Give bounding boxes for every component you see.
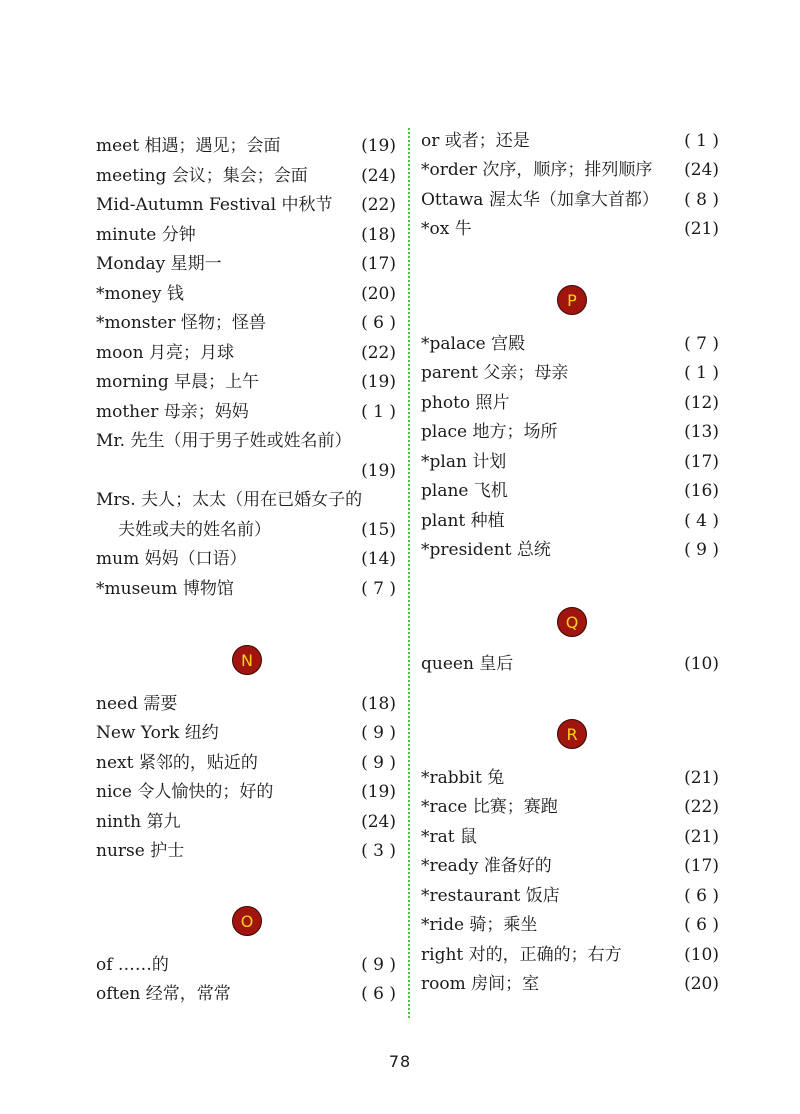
entry-term: nice 令人愉快的；好的 — [96, 782, 274, 802]
entry-unit: (17) — [684, 452, 719, 472]
glossary-entry — [421, 973, 719, 995]
entry-unit: ( 9 ) — [684, 540, 719, 560]
glossary-entry — [96, 460, 396, 482]
entry-term: mum 妈妈（口语） — [96, 549, 247, 569]
glossary-entry — [421, 914, 719, 936]
entry-term: *order 次序，顺序；排列顺序 — [421, 160, 653, 180]
entry-term: nurse 护士 — [96, 841, 185, 861]
entry-term: ninth 第九 — [96, 812, 181, 832]
entry-unit: (12) — [684, 393, 719, 413]
glossary-entry — [421, 944, 719, 966]
glossary-entry — [96, 840, 396, 862]
glossary-entry — [96, 312, 396, 334]
entry-term: meeting 会议；集会；会面 — [96, 166, 308, 186]
entry-term: right 对的，正确的；右方 — [421, 945, 622, 965]
entry-unit: (22) — [361, 343, 396, 363]
entry-term: *plan 计划 — [421, 452, 507, 472]
entry-unit: (24) — [361, 812, 396, 832]
entry-unit: (20) — [684, 974, 719, 994]
glossary-entry — [421, 480, 719, 502]
page-number: 78 — [388, 1052, 412, 1071]
glossary-entry — [421, 159, 719, 181]
glossary-entry — [96, 283, 396, 305]
entry-unit: (10) — [684, 654, 719, 674]
glossary-entry — [96, 253, 396, 275]
entry-term: or 或者；还是 — [421, 131, 530, 151]
entry-unit: ( 4 ) — [684, 511, 719, 531]
entry-term: *president 总统 — [421, 540, 551, 560]
glossary-entry — [421, 130, 719, 152]
entry-unit: (14) — [361, 549, 396, 569]
entry-term: parent 父亲；母亲 — [421, 363, 569, 383]
entry-term: *restaurant 饭店 — [421, 886, 560, 906]
glossary-entry — [421, 796, 719, 818]
entry-unit: (21) — [684, 827, 719, 847]
glossary-entry — [421, 539, 719, 561]
glossary-entry — [96, 430, 396, 452]
entry-term: *museum 博物馆 — [96, 579, 234, 599]
entry-term: minute 分钟 — [96, 225, 196, 245]
entry-unit: (18) — [361, 225, 396, 245]
entry-term: photo 照片 — [421, 393, 510, 413]
entry-unit: (21) — [684, 768, 719, 788]
column-divider — [408, 128, 410, 1018]
entry-unit: (15) — [361, 520, 396, 540]
entry-unit: (17) — [684, 856, 719, 876]
glossary-entry — [96, 693, 396, 715]
entry-term: Mr. 先生（用于男子姓或姓名前） — [96, 431, 352, 451]
entry-term: plane 飞机 — [421, 481, 508, 501]
entry-unit: ( 1 ) — [361, 402, 396, 422]
glossary-entry — [96, 954, 396, 976]
glossary-entry — [421, 333, 719, 355]
entry-unit: (19) — [361, 372, 396, 392]
entry-term: moon 月亮；月球 — [96, 343, 234, 363]
entry-unit: (22) — [684, 797, 719, 817]
entry-unit: ( 6 ) — [684, 915, 719, 935]
entry-unit: (20) — [361, 284, 396, 304]
entry-term: next 紧邻的，贴近的 — [96, 753, 258, 773]
entry-term: *palace 宫殿 — [421, 334, 526, 354]
entry-term: mother 母亲；妈妈 — [96, 402, 249, 422]
glossary-entry — [421, 826, 719, 848]
entry-unit: ( 6 ) — [361, 984, 396, 1004]
glossary-entry — [421, 362, 719, 384]
section-letter-badge: Q — [557, 607, 587, 637]
glossary-entry — [96, 194, 396, 216]
entry-unit: (19) — [361, 461, 396, 481]
glossary-entry — [421, 767, 719, 789]
entry-unit: ( 8 ) — [684, 190, 719, 210]
entry-unit: ( 6 ) — [361, 313, 396, 333]
entry-unit: ( 1 ) — [684, 131, 719, 151]
entry-unit: ( 6 ) — [684, 886, 719, 906]
section-letter-badge: P — [557, 285, 587, 315]
glossary-entry — [421, 653, 719, 675]
glossary-entry — [421, 421, 719, 443]
entry-term: Mid-Autumn Festival 中秋节 — [96, 195, 333, 215]
glossary-entry — [421, 855, 719, 877]
entry-unit: ( 1 ) — [684, 363, 719, 383]
entry-term: of ……的 — [96, 955, 169, 975]
entry-unit: (21) — [684, 219, 719, 239]
section-letter-badge: R — [557, 719, 587, 749]
glossary-entry — [96, 489, 396, 511]
entry-term: meet 相遇；遇见；会面 — [96, 136, 281, 156]
entry-unit: (17) — [361, 254, 396, 274]
glossary-entry — [96, 371, 396, 393]
entry-term: *rat 鼠 — [421, 827, 477, 847]
section-letter-badge: O — [232, 906, 262, 936]
glossary-entry — [96, 165, 396, 187]
entry-term: New York 纽约 — [96, 723, 219, 743]
entry-term: place 地方；场所 — [421, 422, 558, 442]
entry-unit: ( 9 ) — [361, 753, 396, 773]
entry-unit: ( 9 ) — [361, 955, 396, 975]
glossary-entry — [96, 548, 396, 570]
glossary-entry — [96, 342, 396, 364]
glossary-entry — [421, 451, 719, 473]
entry-term: room 房间；室 — [421, 974, 540, 994]
glossary-entry — [96, 752, 396, 774]
entry-unit: (24) — [684, 160, 719, 180]
glossary-entry — [96, 781, 396, 803]
glossary-entry — [96, 722, 396, 744]
glossary-entry — [96, 224, 396, 246]
entry-term: *ready 准备好的 — [421, 856, 552, 876]
entry-term: *ride 骑；乘坐 — [421, 915, 538, 935]
glossary-entry — [421, 218, 719, 240]
entry-term: Monday 星期一 — [96, 254, 222, 274]
entry-unit: (16) — [684, 481, 719, 501]
entry-term: *ox 牛 — [421, 219, 472, 239]
entry-unit: (19) — [361, 136, 396, 156]
entry-term: *money 钱 — [96, 284, 184, 304]
entry-unit: (24) — [361, 166, 396, 186]
entry-unit: ( 7 ) — [361, 579, 396, 599]
entry-term: Ottawa 渥太华（加拿大首都） — [421, 190, 659, 210]
entry-term: morning 早晨；上午 — [96, 372, 260, 392]
glossary-entry — [96, 983, 396, 1005]
entry-unit: ( 3 ) — [361, 841, 396, 861]
glossary-entry — [421, 885, 719, 907]
entry-unit: (13) — [684, 422, 719, 442]
glossary-entry — [96, 811, 396, 833]
entry-term: often 经常，常常 — [96, 984, 231, 1004]
glossary-entry — [96, 519, 396, 541]
entry-term: plant 种植 — [421, 511, 505, 531]
entry-unit: (18) — [361, 694, 396, 714]
entry-term: queen 皇后 — [421, 654, 514, 674]
glossary-entry — [96, 135, 396, 157]
glossary-entry — [421, 392, 719, 414]
entry-unit: (19) — [361, 782, 396, 802]
entry-unit: (10) — [684, 945, 719, 965]
section-letter-badge: N — [232, 645, 262, 675]
entry-unit: (22) — [361, 195, 396, 215]
entry-unit: ( 9 ) — [361, 723, 396, 743]
entry-term: *race 比赛；赛跑 — [421, 797, 558, 817]
entry-term: Mrs. 夫人；太太（用在已婚女子的 — [96, 490, 363, 510]
entry-term: need 需要 — [96, 694, 178, 714]
glossary-entry — [421, 189, 719, 211]
entry-term: *monster 怪物；怪兽 — [96, 313, 266, 333]
glossary-entry — [96, 401, 396, 423]
entry-term: 夫姓或夫的姓名前） — [118, 520, 271, 540]
entry-unit: ( 7 ) — [684, 334, 719, 354]
glossary-entry — [96, 578, 396, 600]
entry-term: *rabbit 兔 — [421, 768, 505, 788]
glossary-entry — [421, 510, 719, 532]
